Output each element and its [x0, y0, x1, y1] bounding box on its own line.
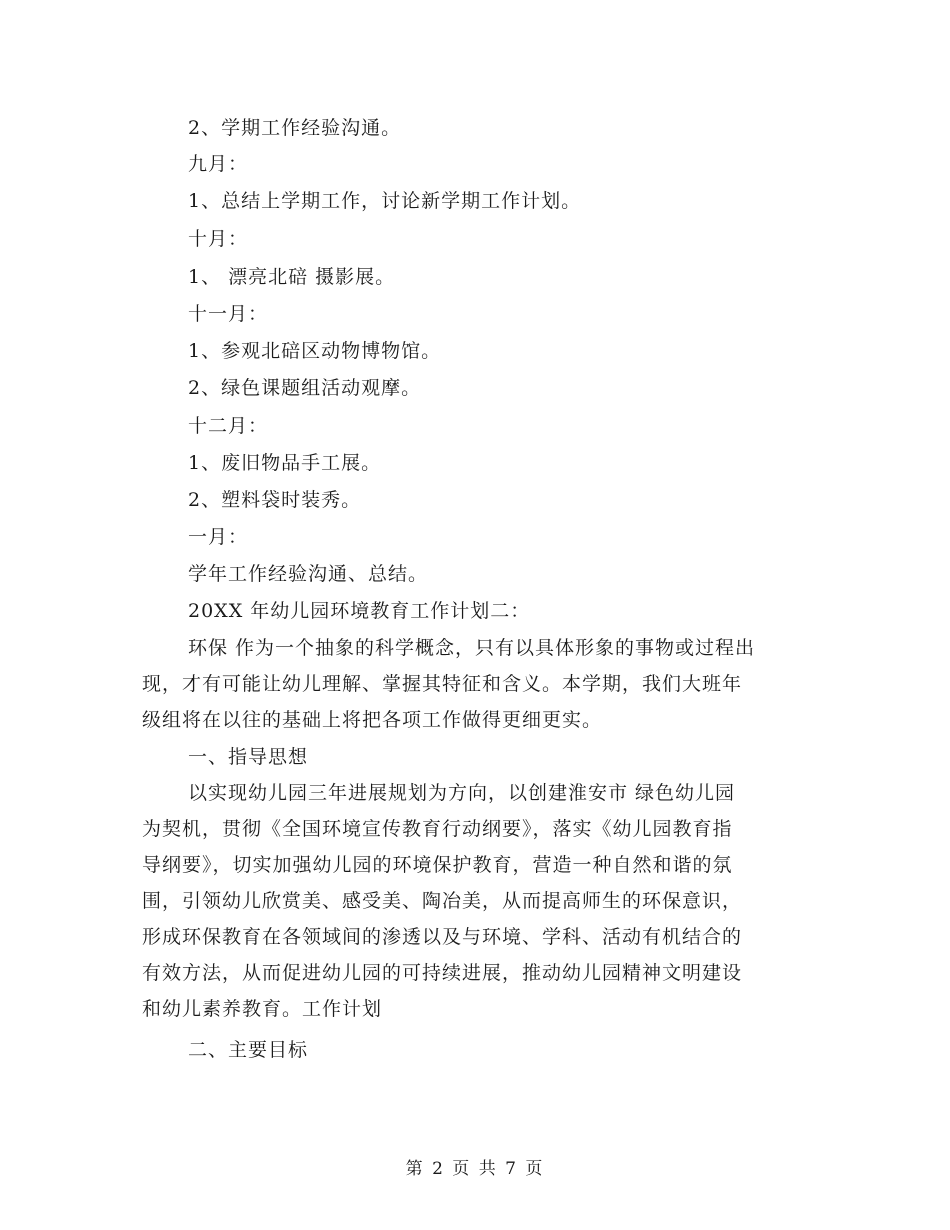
paragraph-line: 以实现幼儿园三年进展规划为方向，以创建淮安市 绿色幼儿园: [188, 782, 736, 804]
paragraph-line: 级组将在以往的基础上将把各项工作做得更细更实。: [142, 709, 603, 731]
plan-line: 1、 漂亮北碚 摄影展。: [188, 266, 396, 288]
paragraph-line: 形成环保教育在各领域间的渗透以及与环境、学科、活动有机结合的: [142, 926, 743, 948]
paragraph-line: 导纲要》，切实加强幼儿园的环境保护教育，营造一种自然和谐的氛: [142, 854, 733, 876]
plan-line: 2、塑料袋时装秀。: [188, 489, 362, 511]
paragraph-line: 和幼儿素养教育。工作计划: [142, 998, 383, 1020]
month-heading-january: 一月：: [188, 526, 249, 548]
intro-paragraph: [142, 630, 812, 738]
plan-line: 学年工作经验沟通、总结。: [188, 563, 429, 585]
month-heading-september: 九月：: [188, 153, 249, 175]
guiding-thought-paragraph: [142, 775, 812, 1027]
month-heading-october: 十月：: [188, 228, 249, 250]
section-heading-main-goals: 二、主要目标: [188, 1039, 309, 1061]
paragraph-line: 有效方法，从而促进幼儿园的可持续进展，推动幼儿园精神文明建设: [142, 962, 743, 984]
plan-line: 1、参观北碚区动物博物馆。: [188, 340, 442, 362]
plan-line: 1、总结上学期工作，讨论新学期工作计划。: [188, 190, 582, 212]
paragraph-line: 环保 作为一个抽象的科学概念，只有以具体形象的事物或过程出: [188, 637, 756, 659]
month-heading-december: 十二月：: [188, 415, 269, 437]
plan-line: 1、废旧物品手工展。: [188, 452, 382, 474]
plan-line: 2、学期工作经验沟通。: [188, 117, 402, 139]
paragraph-line: 围，引领幼儿欣赏美、感受美、陶冶美，从而提高师生的环保意识，: [142, 890, 743, 912]
plan-title: 20XX 年幼儿园环境教育工作计划二：: [188, 600, 531, 622]
section-heading-guiding-thought: 一、指导思想: [188, 746, 309, 768]
month-heading-november: 十一月：: [188, 303, 269, 325]
plan-line: 2、绿色课题组活动观摩。: [188, 377, 422, 399]
paragraph-line: 为契机，贯彻《全国环境宣传教育行动纲要》，落实《幼儿园教育指: [142, 818, 733, 840]
page-number-footer: 第 2 页 共 7 页: [405, 1159, 545, 1179]
paragraph-line: 现，才有可能让幼儿理解、掌握其特征和含义。本学期，我们大班年: [142, 673, 743, 695]
